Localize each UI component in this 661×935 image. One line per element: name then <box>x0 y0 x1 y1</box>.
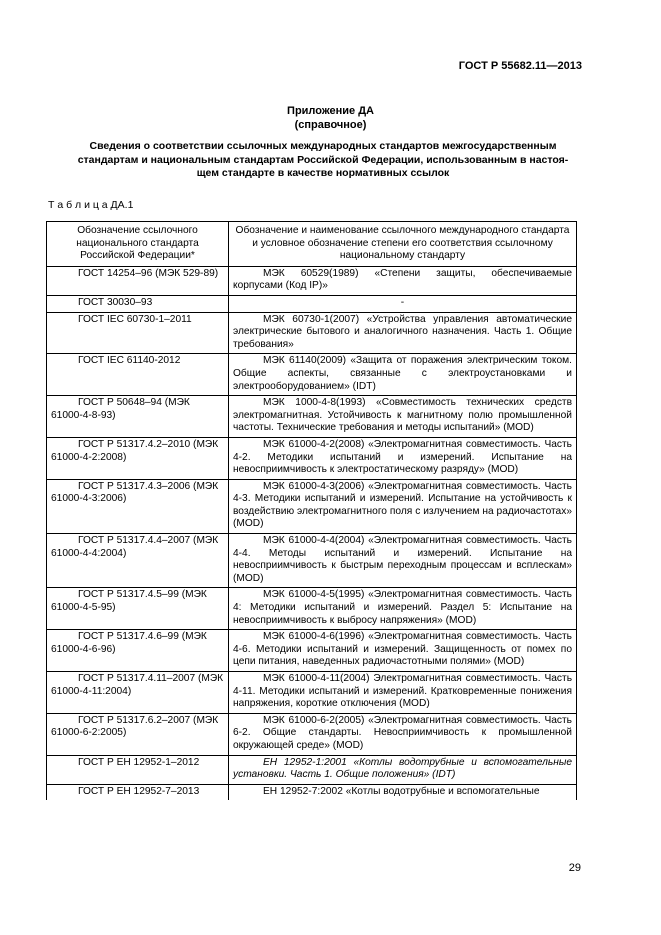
table-row <box>47 713 577 755</box>
table-row <box>47 630 577 672</box>
national-standard-cell: ГОСТ Р 51317.4.2–2010 (МЭК 61000-4-2:2008) <box>47 437 229 479</box>
national-standard-cell: ГОСТ 30030–93 <box>47 295 229 312</box>
table-row <box>47 534 577 588</box>
caption-line: щем стандарте в качестве нормативных ссылок <box>196 167 450 179</box>
reference-standards-table <box>46 221 577 800</box>
national-standard-cell: ГОСТ Р ЕН 12952-7–2013 <box>47 784 229 800</box>
national-standard-cell: ГОСТ Р 51317.4.4–2007 (МЭК 61000-4-4:2004) <box>47 534 229 588</box>
table-row <box>47 312 577 354</box>
international-standard-cell: МЭК 61000-4-4(2004) «Электромагнитная совместимость. Часть 4-4. Методы испытаний и измерений. Испытание на невосприимчивость к быстрым переходным процессам и всплескам» (MOD) <box>229 534 577 588</box>
international-standard-cell: МЭК 61000-4-5(1995) «Электромагнитная совместимость. Часть 4: Методики испытаний и измерений. Раздел 5: Испытание на невосприимчивость к выбросу напряжения» (MOD) <box>229 588 577 630</box>
header-international-standard: Обозначение и наименование ссылочного международного стандарта и условное обозначение степени его соответствия ссылочному национальному стандарту <box>229 222 577 267</box>
international-standard-cell: - <box>229 295 577 312</box>
international-standard-cell: МЭК 61000-4-2(2008) «Электромагнитная совместимость. Часть 4-2. Методики испытаний и измерений. Испытание на невосприимчивость к электростатическому разряду» (MOD) <box>229 437 577 479</box>
caption-line: Сведения о соответствии ссылочных международных стандартов межгосударственным <box>89 140 557 152</box>
national-standard-cell: ГОСТ IEC 61140-2012 <box>47 354 229 396</box>
caption-line: стандартам и национальным стандартам Российской Федерации, использованным в настоя- <box>77 153 569 166</box>
national-standard-cell: ГОСТ Р 50648–94 (МЭК 61000-4-8-93) <box>47 396 229 438</box>
table-row <box>47 437 577 479</box>
national-standard-cell: ГОСТ Р 51317.4.11–2007 (МЭК 61000-4-11:2004) <box>47 672 229 714</box>
appendix-subtitle: (справочное) <box>294 119 367 131</box>
appendix-title: Приложение ДА <box>287 105 374 117</box>
document-standard-code: ГОСТ Р 55682.11—2013 <box>458 60 582 72</box>
table-row <box>47 784 577 800</box>
national-standard-cell: ГОСТ Р 51317.4.3–2006 (МЭК 61000-4-3:2006) <box>47 479 229 533</box>
national-standard-cell: ГОСТ Р 51317.4.5–99 (МЭК 61000-4-5-95) <box>47 588 229 630</box>
appendix-heading <box>0 104 661 132</box>
international-standard-cell: МЭК 60730-1(2007) «Устройства управления автоматические электрические бытового и аналогичного назначения. Часть 1. Общие требования» <box>229 312 577 354</box>
table-row <box>47 672 577 714</box>
international-standard-cell: МЭК 61000-6-2(2005) «Электромагнитная совместимость. Часть 6-2. Общие стандарты. Невосприимчивость к промышленной окружающей среде» (MOD) <box>229 713 577 755</box>
table-label: Т а б л и ц а ДА.1 <box>48 199 134 211</box>
international-standard-cell: МЭК 1000-4-8(1993) «Совместимость технических средств электромагнитная. Устойчивость к магнитному полю промышленной частоты. Технические требования и методы испытаний» (MOD) <box>229 396 577 438</box>
table-row <box>47 755 577 784</box>
international-standard-cell: ЕН 12952-1:2001 «Котлы водотрубные и вспомогательные установки. Часть 1. Общие положения» (IDT) <box>229 755 577 784</box>
table-row <box>47 396 577 438</box>
table-header-row <box>47 222 577 267</box>
national-standard-cell: ГОСТ Р ЕН 12952-1–2012 <box>47 755 229 784</box>
national-standard-cell: ГОСТ IEC 60730-1–2011 <box>47 312 229 354</box>
table-row <box>47 588 577 630</box>
national-standard-cell: ГОСТ 14254–96 (МЭК 529-89) <box>47 266 229 295</box>
national-standard-cell: ГОСТ Р 51317.4.6–99 (МЭК 61000-4-6-96) <box>47 630 229 672</box>
international-standard-cell: МЭК 60529(1989) «Степени защиты, обеспечиваемые корпусами (Код IP)» <box>229 266 577 295</box>
page-number: 29 <box>568 862 581 874</box>
table-row <box>47 266 577 295</box>
table-row <box>47 295 577 312</box>
table-row <box>47 354 577 396</box>
appendix-caption <box>36 140 610 181</box>
international-standard-cell: МЭК 61000-4-11(2004) Электромагнитная совместимость. Часть 4-11. Методики испытаний и измерений. Кратковременные понижения напряжения, короткие отключения (MOD) <box>229 672 577 714</box>
international-standard-cell: МЭК 61000-4-3(2006) «Электромагнитная совместимость. Часть 4-3. Методики испытаний и измерений. Испытание на устойчивость к воздействию электромагнитного поля с излучением на радиочастотах» (MOD) <box>229 479 577 533</box>
table-row <box>47 479 577 533</box>
national-standard-cell: ГОСТ Р 51317.6.2–2007 (МЭК 61000-6-2:2005) <box>47 713 229 755</box>
international-standard-cell: МЭК 61140(2009) «Защита от поражения электрическим током. Общие аспекты, связанные с электроустановками и электрооборудованием» (IDT) <box>229 354 577 396</box>
international-standard-cell: ЕН 12952-7:2002 «Котлы водотрубные и вспомогательные <box>229 784 577 800</box>
international-standard-cell: МЭК 61000-4-6(1996) «Электромагнитная совместимость. Часть 4-6. Методики испытаний и измерений. Защищенность от помех по цепи питания, наведенных радиочастотными полями» (MOD) <box>229 630 577 672</box>
header-national-standard: Обозначение ссылочного национального стандарта Российской Федерации* <box>47 222 229 267</box>
